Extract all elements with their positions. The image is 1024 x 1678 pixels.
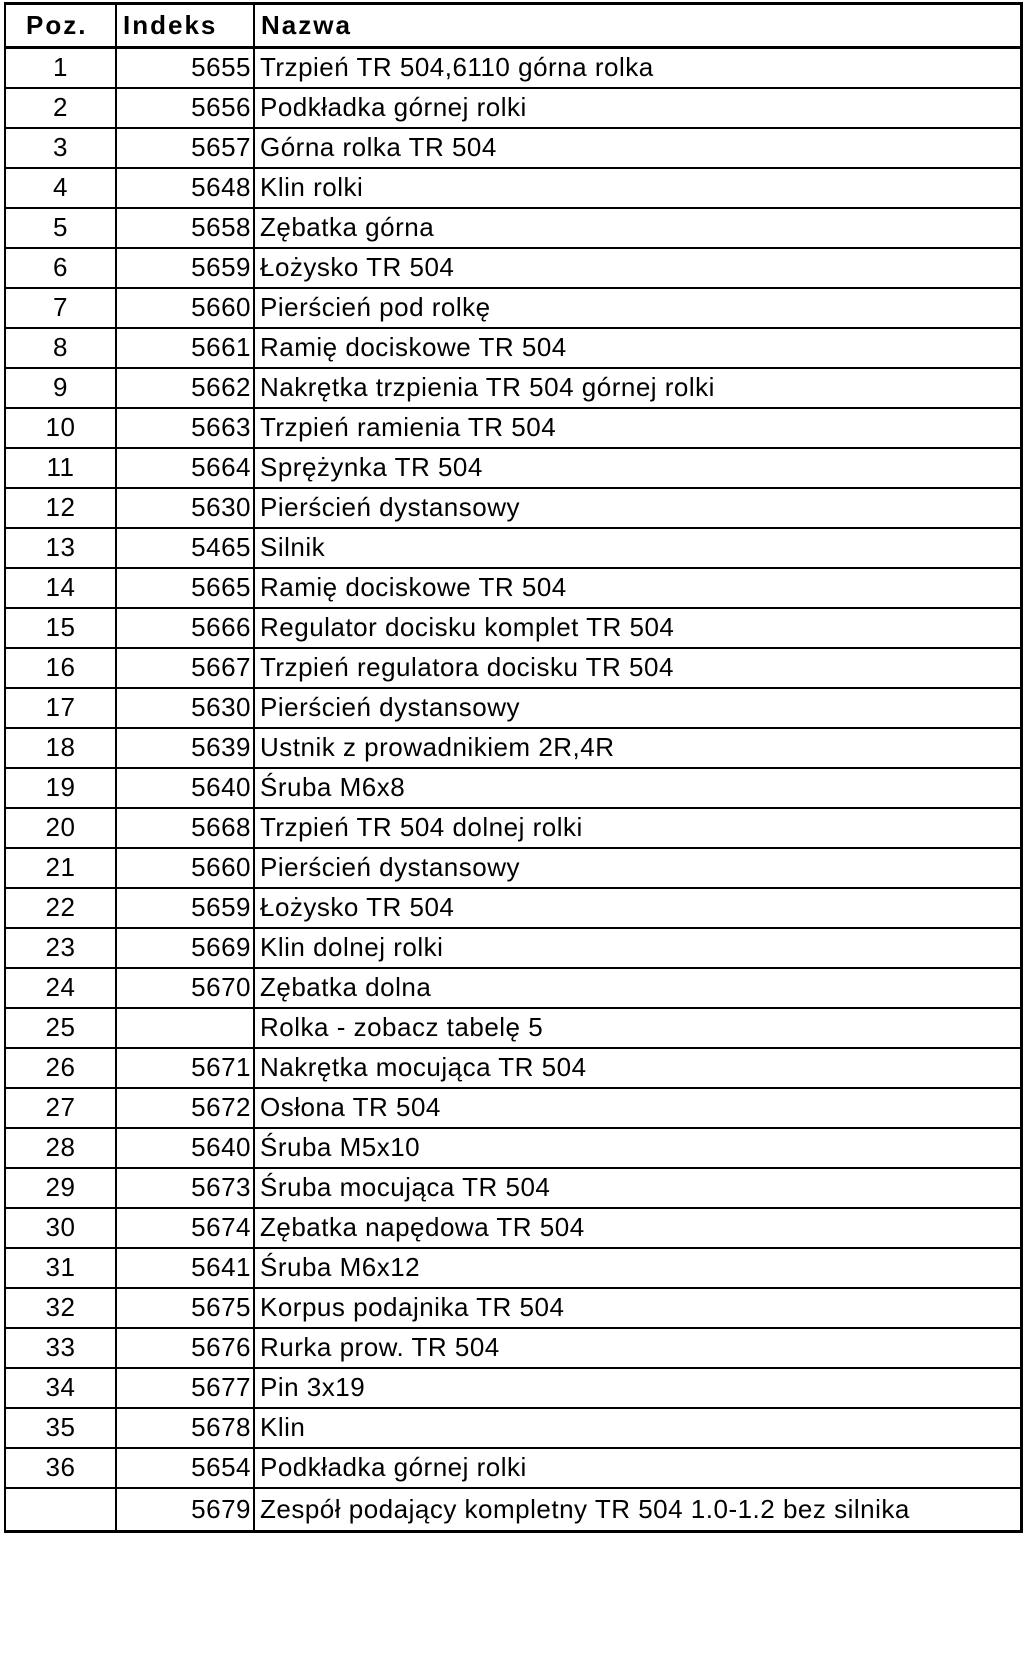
table-row bbox=[5, 328, 1021, 368]
cell-index: 5676 bbox=[116, 1328, 254, 1368]
cell-index: 5678 bbox=[116, 1408, 254, 1448]
cell-index: 5668 bbox=[116, 808, 254, 848]
cell-index: 5640 bbox=[116, 1128, 254, 1168]
table-row bbox=[5, 1008, 1021, 1048]
cell-name: Zespół podający kompletny TR 504 1.0-1.2 bez silnika bbox=[254, 1488, 1021, 1532]
table-row bbox=[5, 1488, 1021, 1532]
table-row bbox=[5, 1448, 1021, 1488]
cell-name: Rolka - zobacz tabelę 5 bbox=[254, 1008, 1021, 1048]
cell-pos: 34 bbox=[5, 1368, 116, 1408]
cell-pos: 7 bbox=[5, 288, 116, 328]
cell-index: 5666 bbox=[116, 608, 254, 648]
table-row bbox=[5, 1088, 1021, 1128]
cell-name: Łożysko TR 504 bbox=[254, 248, 1021, 288]
cell-index: 5664 bbox=[116, 448, 254, 488]
cell-index: 5641 bbox=[116, 1248, 254, 1288]
cell-name: Sprężynka TR 504 bbox=[254, 448, 1021, 488]
cell-name: Pierścień pod rolkę bbox=[254, 288, 1021, 328]
cell-index: 5670 bbox=[116, 968, 254, 1008]
table-row bbox=[5, 1208, 1021, 1248]
cell-pos: 16 bbox=[5, 648, 116, 688]
table-row bbox=[5, 648, 1021, 688]
table-row bbox=[5, 128, 1021, 168]
cell-pos: 8 bbox=[5, 328, 116, 368]
cell-pos: 27 bbox=[5, 1088, 116, 1128]
table-row bbox=[5, 368, 1021, 408]
table-row bbox=[5, 768, 1021, 808]
cell-name: Osłona TR 504 bbox=[254, 1088, 1021, 1128]
cell-pos: 29 bbox=[5, 1168, 116, 1208]
table-row bbox=[5, 288, 1021, 328]
cell-pos: 22 bbox=[5, 888, 116, 928]
cell-pos: 13 bbox=[5, 528, 116, 568]
table-row bbox=[5, 168, 1021, 208]
cell-index: 5655 bbox=[116, 48, 254, 88]
cell-name: Podkładka górnej rolki bbox=[254, 88, 1021, 128]
cell-name: Nakrętka mocująca TR 504 bbox=[254, 1048, 1021, 1088]
cell-index: 5665 bbox=[116, 568, 254, 608]
cell-index: 5630 bbox=[116, 688, 254, 728]
table-row bbox=[5, 248, 1021, 288]
cell-name: Regulator docisku komplet TR 504 bbox=[254, 608, 1021, 648]
cell-index: 5659 bbox=[116, 888, 254, 928]
cell-index: 5672 bbox=[116, 1088, 254, 1128]
cell-pos: 3 bbox=[5, 128, 116, 168]
cell-pos: 2 bbox=[5, 88, 116, 128]
cell-name: Śruba M5x10 bbox=[254, 1128, 1021, 1168]
cell-index: 5669 bbox=[116, 928, 254, 968]
cell-name: Trzpień ramienia TR 504 bbox=[254, 408, 1021, 448]
cell-pos: 4 bbox=[5, 168, 116, 208]
cell-index: 5640 bbox=[116, 768, 254, 808]
cell-index: 5654 bbox=[116, 1448, 254, 1488]
cell-pos: 31 bbox=[5, 1248, 116, 1288]
cell-name: Pierścień dystansowy bbox=[254, 688, 1021, 728]
cell-name: Podkładka górnej rolki bbox=[254, 1448, 1021, 1488]
cell-index: 5667 bbox=[116, 648, 254, 688]
cell-index bbox=[116, 1008, 254, 1048]
table-row bbox=[5, 608, 1021, 648]
table-row bbox=[5, 448, 1021, 488]
header-row bbox=[5, 4, 1021, 48]
table-row bbox=[5, 1048, 1021, 1088]
cell-index: 5675 bbox=[116, 1288, 254, 1328]
cell-name: Ustnik z prowadnikiem 2R,4R bbox=[254, 728, 1021, 768]
cell-index: 5660 bbox=[116, 288, 254, 328]
cell-name: Trzpień TR 504 dolnej rolki bbox=[254, 808, 1021, 848]
table-row bbox=[5, 488, 1021, 528]
cell-name: Górna rolka TR 504 bbox=[254, 128, 1021, 168]
cell-name: Klin dolnej rolki bbox=[254, 928, 1021, 968]
table-row bbox=[5, 1168, 1021, 1208]
cell-name: Silnik bbox=[254, 528, 1021, 568]
cell-pos: 23 bbox=[5, 928, 116, 968]
table-row bbox=[5, 568, 1021, 608]
cell-index: 5656 bbox=[116, 88, 254, 128]
table-row bbox=[5, 928, 1021, 968]
table-row bbox=[5, 808, 1021, 848]
cell-index: 5673 bbox=[116, 1168, 254, 1208]
cell-pos bbox=[5, 1488, 116, 1532]
cell-name: Zębatka dolna bbox=[254, 968, 1021, 1008]
cell-name: Zębatka górna bbox=[254, 208, 1021, 248]
cell-pos: 12 bbox=[5, 488, 116, 528]
table-row bbox=[5, 688, 1021, 728]
table-row bbox=[5, 528, 1021, 568]
cell-name: Zębatka napędowa TR 504 bbox=[254, 1208, 1021, 1248]
cell-index: 5674 bbox=[116, 1208, 254, 1248]
cell-pos: 26 bbox=[5, 1048, 116, 1088]
cell-pos: 25 bbox=[5, 1008, 116, 1048]
header-index: Indeks bbox=[116, 4, 254, 48]
cell-pos: 15 bbox=[5, 608, 116, 648]
cell-pos: 35 bbox=[5, 1408, 116, 1448]
cell-pos: 5 bbox=[5, 208, 116, 248]
table-row bbox=[5, 208, 1021, 248]
cell-name: Pin 3x19 bbox=[254, 1368, 1021, 1408]
cell-name: Ramię dociskowe TR 504 bbox=[254, 568, 1021, 608]
cell-pos: 18 bbox=[5, 728, 116, 768]
cell-pos: 14 bbox=[5, 568, 116, 608]
table-row bbox=[5, 1248, 1021, 1288]
table-row bbox=[5, 888, 1021, 928]
cell-index: 5671 bbox=[116, 1048, 254, 1088]
cell-index: 5648 bbox=[116, 168, 254, 208]
table-row bbox=[5, 1368, 1021, 1408]
cell-name: Nakrętka trzpienia TR 504 górnej rolki bbox=[254, 368, 1021, 408]
table-row bbox=[5, 88, 1021, 128]
table-row bbox=[5, 48, 1021, 88]
cell-name: Rurka prow. TR 504 bbox=[254, 1328, 1021, 1368]
cell-index: 5465 bbox=[116, 528, 254, 568]
cell-pos: 9 bbox=[5, 368, 116, 408]
cell-pos: 33 bbox=[5, 1328, 116, 1368]
table-body bbox=[5, 48, 1021, 1532]
cell-name: Korpus podajnika TR 504 bbox=[254, 1288, 1021, 1328]
cell-index: 5679 bbox=[116, 1488, 254, 1532]
cell-pos: 6 bbox=[5, 248, 116, 288]
table-row bbox=[5, 1128, 1021, 1168]
table-row bbox=[5, 1328, 1021, 1368]
table-row bbox=[5, 408, 1021, 448]
cell-index: 5663 bbox=[116, 408, 254, 448]
cell-name: Klin rolki bbox=[254, 168, 1021, 208]
parts-table bbox=[4, 2, 1023, 1533]
cell-pos: 21 bbox=[5, 848, 116, 888]
cell-name: Śruba M6x8 bbox=[254, 768, 1021, 808]
table-row bbox=[5, 968, 1021, 1008]
table-row bbox=[5, 1288, 1021, 1328]
cell-pos: 32 bbox=[5, 1288, 116, 1328]
cell-pos: 1 bbox=[5, 48, 116, 88]
cell-name: Łożysko TR 504 bbox=[254, 888, 1021, 928]
header-name: Nazwa bbox=[254, 4, 1021, 48]
cell-pos: 24 bbox=[5, 968, 116, 1008]
cell-name: Śruba M6x12 bbox=[254, 1248, 1021, 1288]
cell-pos: 30 bbox=[5, 1208, 116, 1248]
cell-pos: 36 bbox=[5, 1448, 116, 1488]
cell-index: 5660 bbox=[116, 848, 254, 888]
cell-pos: 10 bbox=[5, 408, 116, 448]
cell-index: 5677 bbox=[116, 1368, 254, 1408]
cell-pos: 28 bbox=[5, 1128, 116, 1168]
cell-index: 5661 bbox=[116, 328, 254, 368]
cell-index: 5662 bbox=[116, 368, 254, 408]
table-row bbox=[5, 728, 1021, 768]
header-pos: Poz. bbox=[5, 4, 116, 48]
cell-index: 5657 bbox=[116, 128, 254, 168]
table-row bbox=[5, 1408, 1021, 1448]
table-row bbox=[5, 848, 1021, 888]
cell-pos: 17 bbox=[5, 688, 116, 728]
cell-pos: 20 bbox=[5, 808, 116, 848]
cell-name: Klin bbox=[254, 1408, 1021, 1448]
cell-name: Ramię dociskowe TR 504 bbox=[254, 328, 1021, 368]
cell-index: 5630 bbox=[116, 488, 254, 528]
cell-pos: 19 bbox=[5, 768, 116, 808]
cell-name: Pierścień dystansowy bbox=[254, 488, 1021, 528]
cell-index: 5658 bbox=[116, 208, 254, 248]
cell-name: Trzpień TR 504,6110 górna rolka bbox=[254, 48, 1021, 88]
cell-name: Śruba mocująca TR 504 bbox=[254, 1168, 1021, 1208]
cell-index: 5659 bbox=[116, 248, 254, 288]
cell-pos: 11 bbox=[5, 448, 116, 488]
cell-name: Pierścień dystansowy bbox=[254, 848, 1021, 888]
cell-index: 5639 bbox=[116, 728, 254, 768]
cell-name: Trzpień regulatora docisku TR 504 bbox=[254, 648, 1021, 688]
